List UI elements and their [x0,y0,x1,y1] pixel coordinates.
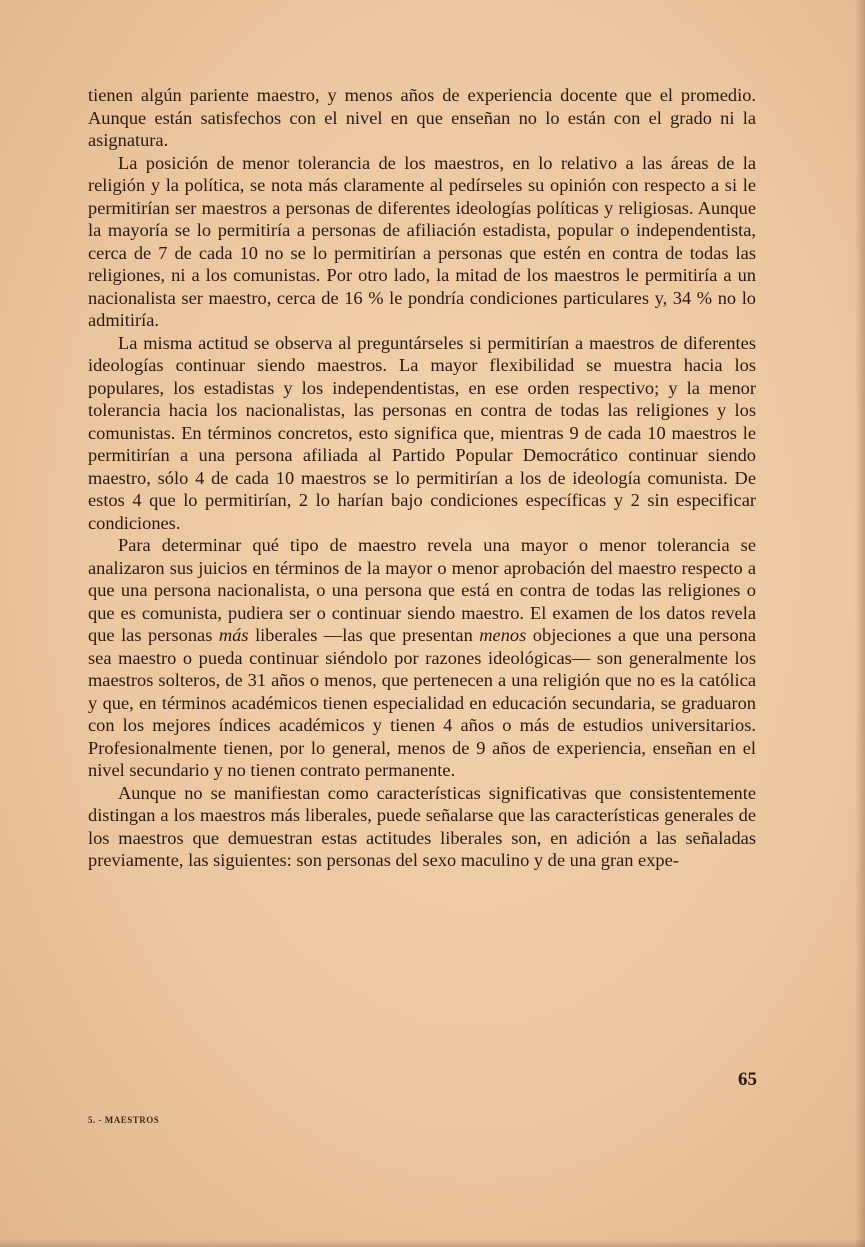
paragraph-2: La posición de menor tolerancia de los maestros, en lo relativo a las áreas de la religión y la política, se nota más claramente al pedírseles su opinión con respecto a si le permitirían ser maestros a personas de diferentes ideologías políticas y religiosas. Aunque la mayoría se lo permitiría a personas de afiliación estadista, popular o independentista, cerca de 7 de cada 10 no se lo permitirían a personas que estén en contra de todas las religiones, ni a los comunistas. Por otro lado, la mitad de los maestros le permitiría a un nacionalista ser maestro, cerca de 16 % le pondría condiciones particulares y, 34 % no lo admitiría. [88,152,756,330]
paragraph-4-part-3: objeciones a que una persona sea maestro o pueda continuar siéndolo por razones ideológicas— son generalmente los maestros solteros, de 31 años o menos, que pertenecen a una religión que no es la católica y que, en términos académicos tienen especialidad en educación secundaria, se graduaron con los mejores índices académicos y tienen 4 años o más de estudios universitarios. Profesionalmente tienen, por lo general, menos de 9 años de experiencia, enseñan en el nivel secundario y no tienen contrato permanente. [88,625,756,780]
paragraph-4-part-2: liberales —las que presentan [248,625,480,645]
page-edge-shadow [855,0,865,1247]
paragraph-4 [88,534,756,782]
emphasis-menos: menos [479,625,527,645]
body-text [88,84,756,872]
paragraph-4-part-1: Para determinar qué tipo de maestro revela una mayor o menor tolerancia se analizaron sus juicios en términos de la mayor o menor aprobación del maestro respecto a que una persona nacionalista, o una persona que está en contra de todas las religiones o que es comunista, pudiera ser o continuar siendo maestro. El examen de los datos revela que las personas [88,535,756,645]
emphasis-mas: más [218,625,249,645]
page-number: 65 [738,1069,757,1090]
paragraph-1: tienen algún pariente maestro, y menos años de experiencia docente que el promedio. Aunque están satisfechos con el nivel en que enseñan no lo están con el grado ni la asignatura. [88,85,756,150]
footer-signature: 5. - MAESTROS [88,1115,160,1125]
page-bottom-shadow [0,1239,865,1247]
paragraph-5: Aunque no se manifiestan como características significativas que consistentemente distingan a los maestros más liberales, puede señalarse que las características generales de los maestros que demuestran estas actitudes liberales son, en adición a las señaladas previamente, las siguientes: son personas del sexo maculino y de una gran expe- [88,782,756,870]
paragraph-3: La misma actitud se observa al preguntárseles si permitirían a maestros de diferentes ideologías continuar siendo maestros. La mayor flexibilidad se muestra hacia los populares, los estadistas y los independentistas, en ese orden respectivo; y la menor tolerancia hacia los nacionalistas, las personas en contra de todas las religiones y los comunistas. En términos concretos, esto significa que, mientras 9 de cada 10 maestros le permitirían a una persona afiliada al Partido Popular Democrático continuar siendo maestro, sólo 4 de cada 10 maestros se lo permitirían a los de ideología comunista. De estos 4 que lo permitirían, 2 lo harían bajo condiciones específicas y 2 sin especificar condiciones. [88,332,756,533]
